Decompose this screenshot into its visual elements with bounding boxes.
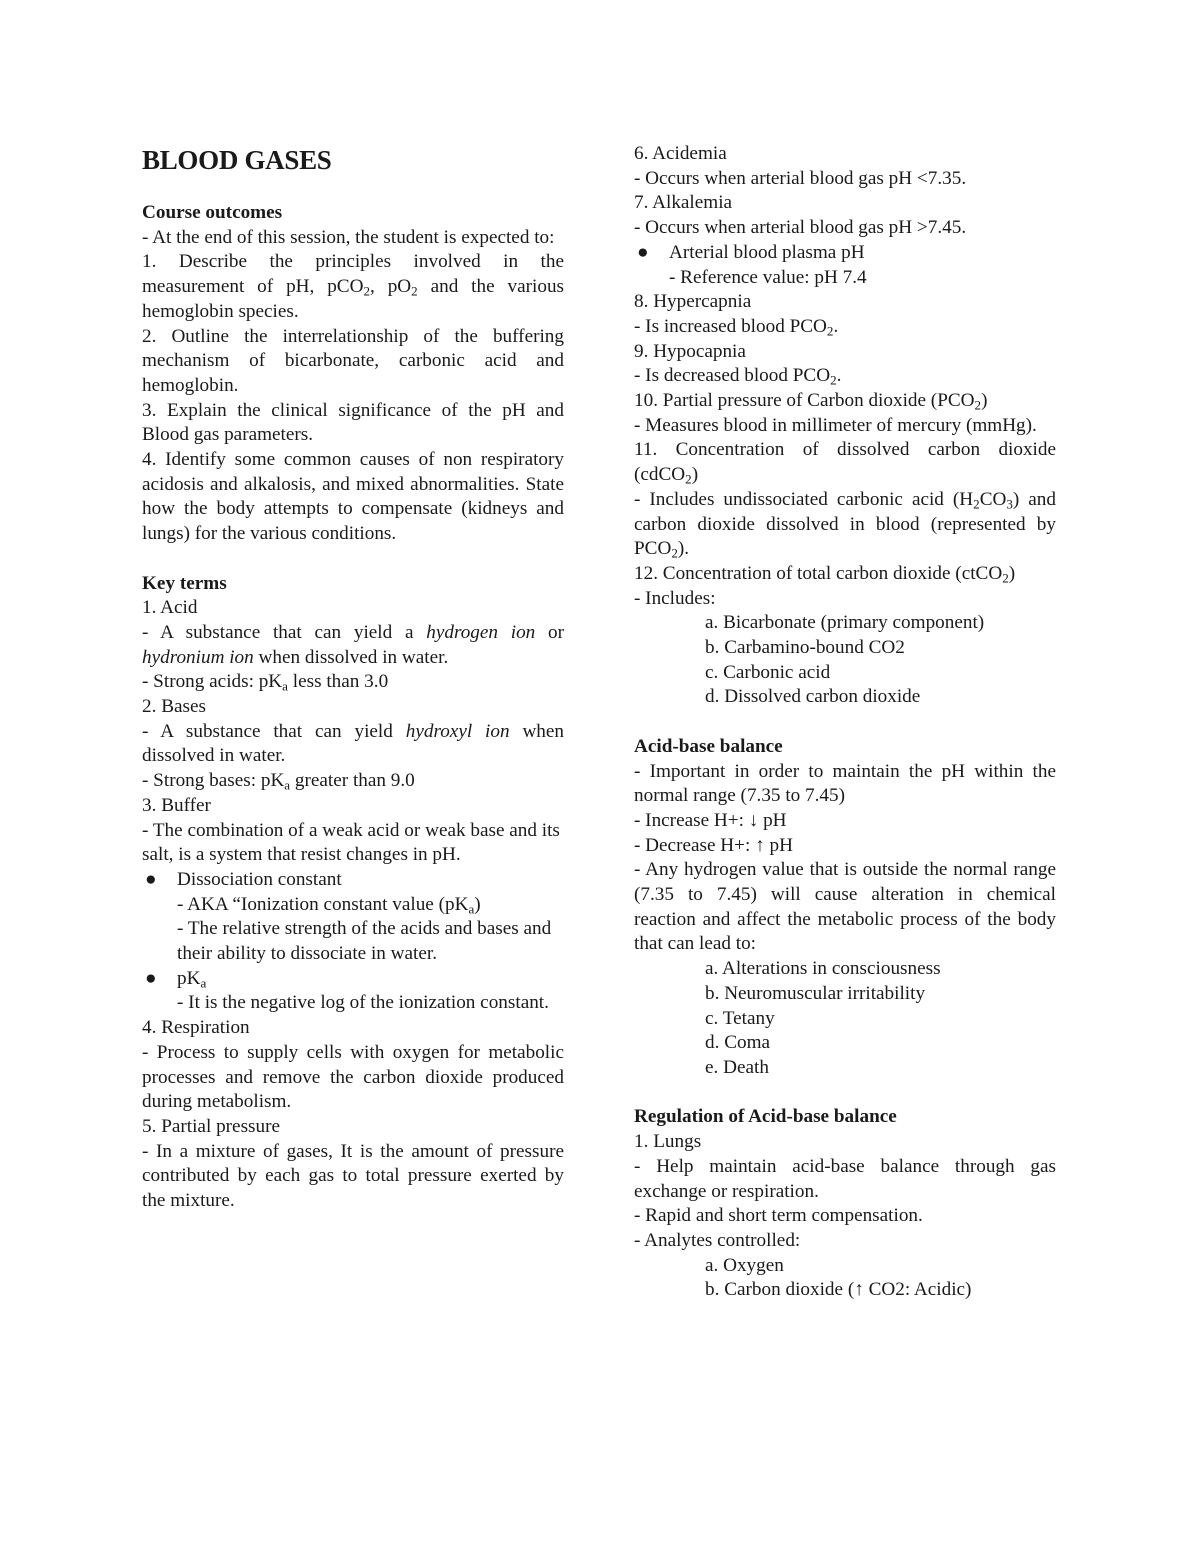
- term-acid: 1. Acid: [142, 597, 198, 619]
- subscript: 2: [974, 397, 982, 413]
- subscript: 2: [671, 545, 678, 561]
- definition-text: less than 3.0: [287, 671, 389, 693]
- spacer: [634, 710, 1056, 735]
- subscript: 2: [411, 283, 418, 299]
- subscript: 2: [1002, 570, 1009, 586]
- definition-text: when dissolved in water.: [253, 646, 449, 668]
- regulation-lungs: 1. Lungs: [634, 1131, 702, 1153]
- definition-text: when dissolved in water.: [142, 720, 564, 767]
- term-ctco2: [634, 562, 1056, 587]
- bullet-icon: ●: [145, 967, 157, 989]
- list-item: c. Carbonic acid: [705, 661, 831, 683]
- list-item: a. Oxygen: [705, 1254, 784, 1276]
- acid-base-important: - Important in order to maintain the pH within the normal range (7.35 to 7.45): [634, 760, 1056, 807]
- term-acidemia: 6. Acidemia: [634, 143, 727, 164]
- term-bases-definition: [142, 720, 564, 769]
- subscript: 2: [973, 496, 980, 512]
- term-text: 11. Concentration of dissolved carbon dioxide (cdCO: [634, 439, 1056, 486]
- definition-text: .: [836, 365, 842, 387]
- term-alkalemia: 7. Alkalemia: [634, 192, 733, 214]
- outcome-item-3: 3. Explain the clinical significance of the pH and Blood gas parameters.: [142, 399, 564, 446]
- subscript: 2: [363, 283, 370, 299]
- subscript: a: [468, 900, 475, 916]
- definition-text: - A substance that can yield: [142, 720, 406, 742]
- strong-acids-line: [142, 670, 564, 695]
- term-partial-pressure: 5. Partial pressure: [142, 1116, 281, 1137]
- regulation-analytes: - Analytes controlled:: [634, 1229, 801, 1251]
- term-buffer: 3. Buffer: [142, 794, 211, 816]
- subscript: 2: [830, 372, 837, 388]
- term-hypocapnia: 9. Hypocapnia: [634, 340, 746, 362]
- list-item: d. Dissolved carbon dioxide: [705, 686, 921, 708]
- definition-text: - Strong bases: pK: [142, 770, 285, 792]
- page-title: BLOOD GASES: [142, 145, 332, 175]
- includes-line: - Includes:: [634, 587, 716, 609]
- spacer: [634, 1081, 1056, 1106]
- emphasis-text: hydronium ion: [142, 646, 254, 668]
- aka-line: [142, 893, 564, 918]
- regulation-heading: Regulation of Acid-base balance: [634, 1106, 897, 1128]
- list-item: e. Death: [705, 1057, 769, 1078]
- definition-text: ).: [677, 538, 690, 560]
- definition-text: - AKA “Ionization constant value (pK: [177, 893, 469, 915]
- key-terms-heading: Key terms: [142, 572, 227, 594]
- definition-text: greater than 9.0: [290, 770, 415, 792]
- term-partial-pressure-definition: - In a mixture of gases, It is the amount of pressure contributed by each gas to total pressure exerted by the mixture.: [142, 1140, 564, 1212]
- pka-definition: - It is the negative log of the ionization constant.: [177, 992, 549, 1014]
- term-bases: 2. Bases: [142, 696, 206, 718]
- acid-base-increase: - Increase H+: ↓ pH: [634, 809, 787, 831]
- outcome-1-text: and the various hemoglobin species.: [142, 276, 565, 322]
- definition-text: - Is increased blood PCO: [634, 315, 827, 337]
- definition-text: or: [535, 621, 564, 643]
- term-hypocapnia-definition: [634, 364, 1056, 389]
- term-hypercapnia-definition: [634, 315, 1056, 340]
- outcome-item-1: [142, 250, 564, 324]
- term-text: ): [691, 464, 699, 486]
- definition-text: - A substance that can yield a: [142, 621, 427, 643]
- right-column: [634, 142, 1056, 1303]
- subscript: 2: [826, 323, 834, 339]
- bullet-text: Arterial blood plasma pH: [669, 241, 865, 263]
- subscript: 2: [685, 471, 692, 487]
- subscript: a: [282, 678, 288, 694]
- emphasis-text: hydrogen ion: [426, 621, 536, 643]
- subscript: a: [284, 777, 291, 793]
- subscript: 3: [1006, 496, 1013, 512]
- bullet-item-dissociation-constant: [142, 868, 564, 893]
- emphasis-text: hydroxyl ion: [405, 720, 510, 742]
- relative-strength-line: - The relative strength of the acids and bases and their ability to dissociate in water.: [177, 918, 552, 965]
- term-acid-definition: [142, 621, 564, 670]
- definition-text: - Is decreased blood PCO: [634, 365, 831, 387]
- course-outcomes-intro: - At the end of this session, the student is expected to:: [142, 226, 555, 248]
- outcome-1-text: , pO: [370, 276, 412, 298]
- acid-base-heading: Acid-base balance: [634, 735, 783, 757]
- bullet-icon: ●: [145, 868, 157, 890]
- strong-bases-line: [142, 769, 564, 794]
- bullet-text: pK: [177, 967, 201, 989]
- list-item: a. Alterations in consciousness: [705, 958, 941, 980]
- term-acidemia-definition: - Occurs when arterial blood gas pH <7.35.: [634, 167, 967, 189]
- bullet-icon: ●: [637, 241, 649, 263]
- term-alkalemia-definition: - Occurs when arterial blood gas pH >7.45.: [634, 217, 967, 239]
- definition-text: - Includes undissociated carbonic acid (H: [634, 488, 974, 510]
- term-pco2-definition: - Measures blood in millimeter of mercury (mmHg).: [634, 414, 1037, 436]
- list-item: c. Tetany: [705, 1007, 775, 1029]
- definition-text: .: [833, 315, 839, 337]
- definition-text: - Strong acids: pK: [142, 671, 283, 693]
- list-item: b. Neuromuscular irritability: [705, 982, 926, 1004]
- term-buffer-definition: - The combination of a weak acid or weak base and its salt, is a system that resist changes in pH.: [142, 819, 560, 866]
- term-text: ): [981, 390, 988, 412]
- subscript: a: [200, 975, 207, 991]
- bullet-item-pka: [142, 967, 564, 992]
- list-item: d. Coma: [705, 1032, 771, 1054]
- definition-text: ) and carbon dioxide dissolved in blood (represented by PCO: [634, 488, 1056, 560]
- list-item: b. Carbon dioxide (↑ CO2: Acidic): [705, 1279, 972, 1301]
- term-text: 12. Concentration of total carbon dioxide (ctCO: [634, 562, 1003, 584]
- outcome-item-4: 4. Identify some common causes of non respiratory acidosis and alkalosis, and mixed abnormalities. State how the body attempts to compensate (kidneys and lungs) for the various conditions.: [142, 449, 564, 545]
- reference-value-line: - Reference value: pH 7.4: [669, 266, 867, 288]
- bullet-item-arterial-ph: [634, 241, 1056, 266]
- list-item: a. Bicarbonate (primary component): [705, 612, 985, 634]
- definition-text: CO: [979, 488, 1007, 510]
- list-item: b. Carbamino-bound CO2: [705, 637, 905, 659]
- term-hypercapnia: 8. Hypercapnia: [634, 291, 752, 313]
- term-respiration: 4. Respiration: [142, 1017, 250, 1039]
- term-pco2: [634, 389, 1056, 414]
- regulation-lungs-definition: - Help maintain acid-base balance through gas exchange or respiration.: [634, 1155, 1056, 1202]
- term-cdco2: [634, 438, 1056, 487]
- bullet-text: Dissociation constant: [177, 868, 342, 890]
- outcome-item-2: 2. Outline the interrelationship of the buffering mechanism of bicarbonate, carbonic acid and hemoglobin.: [142, 325, 564, 396]
- regulation-rapid: - Rapid and short term compensation.: [634, 1205, 923, 1227]
- definition-text: ): [474, 893, 481, 915]
- spacer: [142, 547, 564, 572]
- course-outcomes-heading: Course outcomes: [142, 202, 283, 223]
- term-text: ): [1008, 562, 1016, 584]
- term-text: 10. Partial pressure of Carbon dioxide (PCO: [634, 390, 975, 412]
- term-cdco2-definition: [634, 488, 1056, 562]
- acid-base-any-hydrogen: - Any hydrogen value that is outside the normal range (7.35 to 7.45) will cause alteration in chemical reaction and affect the metabolic process of the body that can lead to:: [634, 859, 1056, 955]
- left-column: [142, 142, 564, 1214]
- acid-base-decrease: - Decrease H+: ↑ pH: [634, 834, 793, 856]
- outcome-1-text: 1. Describe the principles involved in the measurement of pH, pCO: [142, 251, 564, 298]
- term-respiration-definition: - Process to supply cells with oxygen for metabolic processes and remove the carbon dioxide produced during metabolism.: [142, 1041, 564, 1113]
